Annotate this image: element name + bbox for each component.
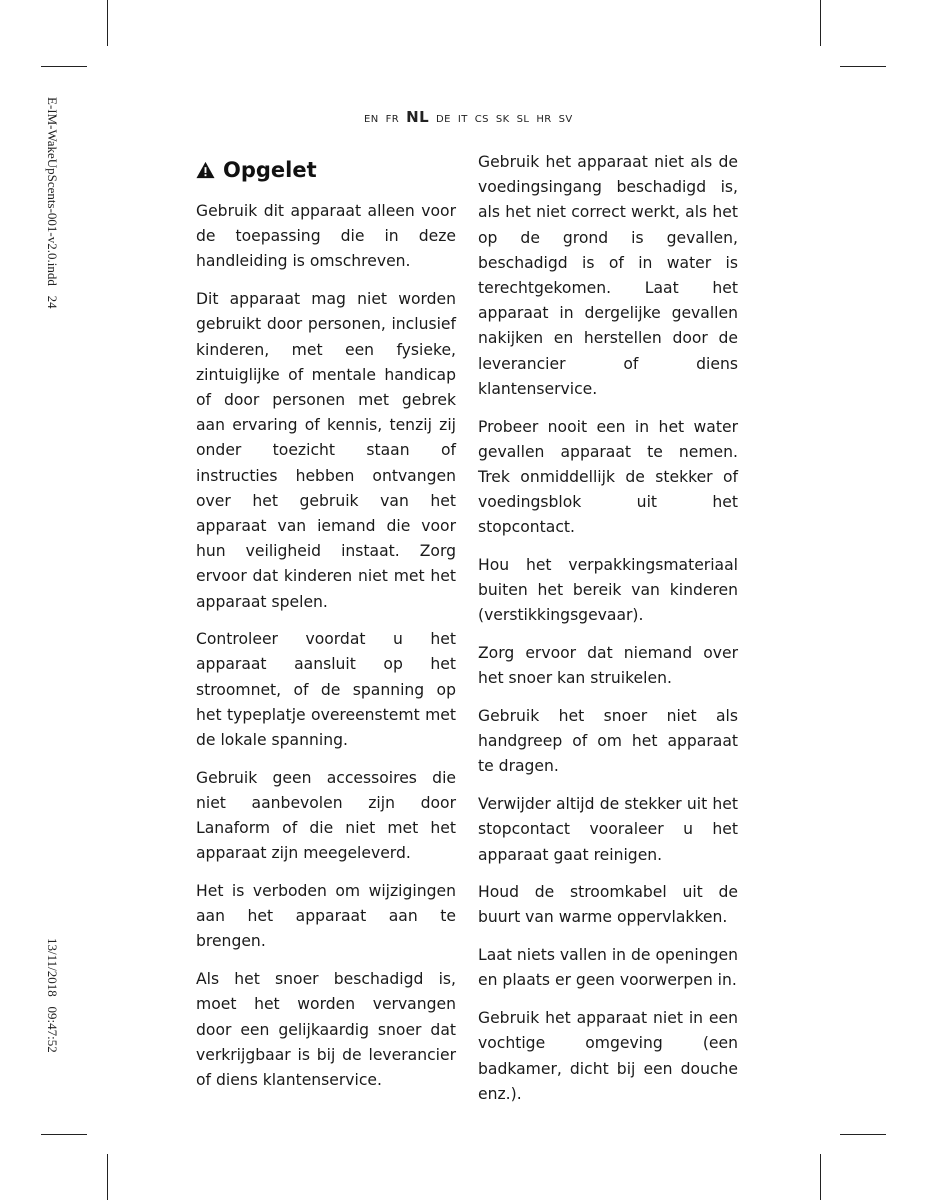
language-cs: CS bbox=[474, 114, 489, 125]
paragraph: Controleer voordat u het apparaat aansluit op het stroomnet, of de spanning op het typeplatje overeenstemt met de lokale spanning. bbox=[196, 630, 456, 750]
paragraph: Laat niets vallen in de openingen en plaats er geen voorwerpen in. bbox=[478, 946, 738, 990]
language-hr: HR bbox=[536, 114, 552, 125]
language-sv: SV bbox=[558, 114, 573, 125]
crop-mark bbox=[840, 66, 886, 67]
paragraph: Zorg ervoor dat niemand over het snoer kan struikelen. bbox=[478, 644, 738, 688]
paragraph: Hou het verpakkingsmateriaal buiten het bereik van kinderen (verstikkingsgevaar). bbox=[478, 556, 738, 625]
paragraph: Gebruik geen accessoires die niet aanbevolen zijn door Lanaform of die niet met het apparaat zijn meegeleverd. bbox=[196, 768, 456, 863]
right-paragraphs bbox=[478, 150, 738, 1107]
left-column bbox=[196, 158, 456, 1106]
language-sk: SK bbox=[495, 114, 510, 125]
paragraph: Gebruik het snoer niet als handgreep of om het apparaat te dragen. bbox=[478, 707, 738, 776]
language-nl: NL bbox=[406, 108, 430, 126]
paragraph: Houd de stroomkabel uit de buurt van warme oppervlakken. bbox=[478, 883, 738, 927]
slug-filename: E-IM-WakeUpScents-001-v2.0.indd 24 bbox=[45, 97, 60, 309]
language-en: EN bbox=[364, 114, 379, 125]
crop-mark bbox=[41, 1134, 87, 1135]
paragraph: Gebruik dit apparaat alleen voor de toepassing die in deze handleiding is omschreven. bbox=[196, 202, 456, 271]
language-de: DE bbox=[436, 114, 451, 125]
paragraph: Gebruik het apparaat niet als de voedingsingang beschadigd is, als het niet correct werkt, als het op de grond is gevallen, beschadigd is of in water is terechtgekomen. Laat het apparaat in dergelijke gevallen nakijken en herstellen door de leverancier of diens klantenservice. bbox=[478, 153, 738, 398]
crop-mark bbox=[820, 0, 821, 46]
heading-text: Opgelet bbox=[223, 158, 317, 182]
language-fr: FR bbox=[385, 114, 400, 125]
slug-date: 13/11/2018 09:47:52 bbox=[45, 938, 60, 1053]
crop-mark bbox=[107, 0, 108, 46]
right-column bbox=[478, 150, 738, 1119]
crop-mark bbox=[820, 1154, 821, 1200]
paragraph: Probeer nooit een in het water gevallen apparaat te nemen. Trek onmiddellijk de stekker of voedingsblok uit het stopcontact. bbox=[478, 417, 738, 537]
paragraph: Als het snoer beschadigd is, moet het worden vervangen door een gelijkaardig snoer dat verkrijgbaar is bij de leverancier of diens klantenservice. bbox=[196, 970, 456, 1089]
paragraph: Het is verboden om wijzigingen aan het apparaat aan te brengen. bbox=[196, 882, 456, 951]
paragraph: Dit apparaat mag niet worden gebruikt door personen, inclusief kinderen, met een fysieke, zintuiglijke of mentale handicap of door personen met gebrek aan ervaring of kennis, tenzij zij onder toezicht staan of instructies hebben ontvangen over het gebruik van het apparaat van iemand die voor hun veiligheid instaat. Zorg ervoor dat kinderen niet met het apparaat spelen. bbox=[196, 290, 456, 611]
paragraph: Verwijder altijd de stekker uit het stopcontact vooraleer u het apparaat gaat reinigen. bbox=[478, 795, 738, 864]
left-paragraphs bbox=[196, 199, 456, 1093]
language-sl: SL bbox=[516, 114, 530, 125]
warning-triangle-icon bbox=[196, 161, 215, 179]
language-bar bbox=[364, 108, 573, 126]
crop-mark bbox=[107, 1154, 108, 1200]
paragraph: Gebruik het apparaat niet in een vochtige omgeving (een badkamer, dicht bij een douche enz.). bbox=[478, 1009, 738, 1103]
section-heading bbox=[196, 158, 456, 182]
language-it: IT bbox=[457, 114, 468, 125]
crop-mark bbox=[840, 1134, 886, 1135]
crop-mark bbox=[41, 66, 87, 67]
